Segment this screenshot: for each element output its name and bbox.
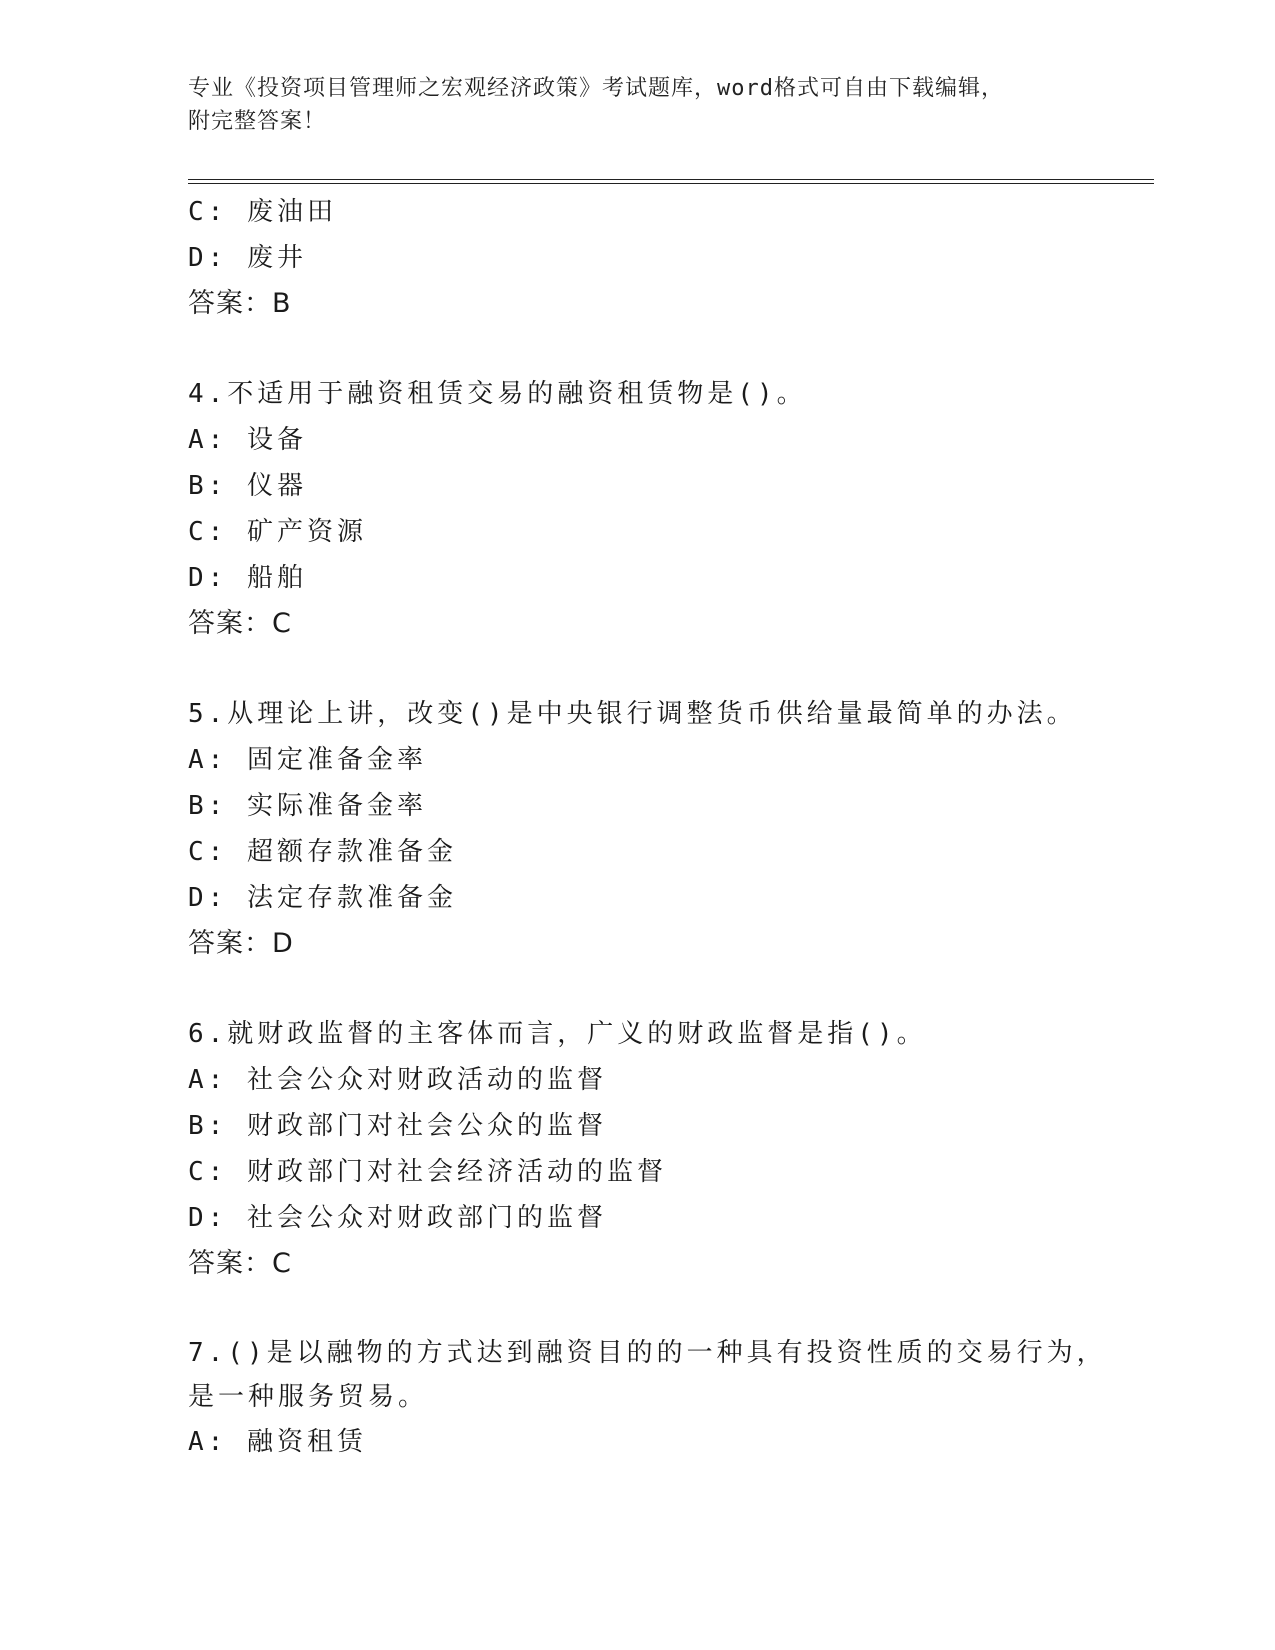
answer: 答案：B [188,288,292,319]
header-divider-top [188,179,1154,180]
option-a: A: 设备 [188,425,307,455]
option-c: C: 财政部门对社会经济活动的监督 [188,1157,667,1187]
question-text: 6.就财政监督的主客体而言，广义的财政监督是指()。 [188,1019,927,1049]
header-divider-bottom [188,183,1154,184]
question-list [188,189,1148,1465]
header-line-1: 专业《投资项目管理师之宏观经济政策》考试题库，word格式可自由下载编辑， [188,76,1004,101]
option-c: C: 矿产资源 [188,517,367,547]
document-header [188,72,1088,138]
answer: 答案：D [188,928,294,959]
question-6 [188,1011,1148,1287]
header-line-2: 附完整答案！ [188,109,327,134]
question-text: 5.从理论上讲，改变()是中央银行调整货币供给量最简单的办法。 [188,699,1077,729]
question-text-line-1: 7.()是以融物的方式达到融资目的的一种具有投资性质的交易行为， [188,1338,1107,1368]
option-d: D: 社会公众对财政部门的监督 [188,1203,607,1233]
option-a: A: 融资租赁 [188,1427,367,1457]
option-b: B: 财政部门对社会公众的监督 [188,1111,607,1141]
question-text-line-2: 是一种服务贸易。 [188,1382,429,1412]
spacer [188,647,1148,691]
option-c: C: 废油田 [188,197,337,227]
option-b: B: 仪器 [188,471,307,501]
spacer [188,1287,1148,1331]
spacer [188,967,1148,1011]
question-7 [188,1331,1148,1465]
option-a: A: 固定准备金率 [188,745,427,775]
question-3-continued [188,189,1148,327]
answer: 答案：C [188,1248,292,1279]
answer: 答案：C [188,608,292,639]
question-4 [188,371,1148,647]
option-d: D: 法定存款准备金 [188,883,457,913]
option-a: A: 社会公众对财政活动的监督 [188,1065,607,1095]
spacer [188,327,1148,371]
option-c: C: 超额存款准备金 [188,837,457,867]
question-text: 4.不适用于融资租赁交易的融资租赁物是()。 [188,379,807,409]
option-d: D: 废井 [188,243,307,273]
question-5 [188,691,1148,967]
option-d: D: 船舶 [188,563,307,593]
option-b: B: 实际准备金率 [188,791,427,821]
